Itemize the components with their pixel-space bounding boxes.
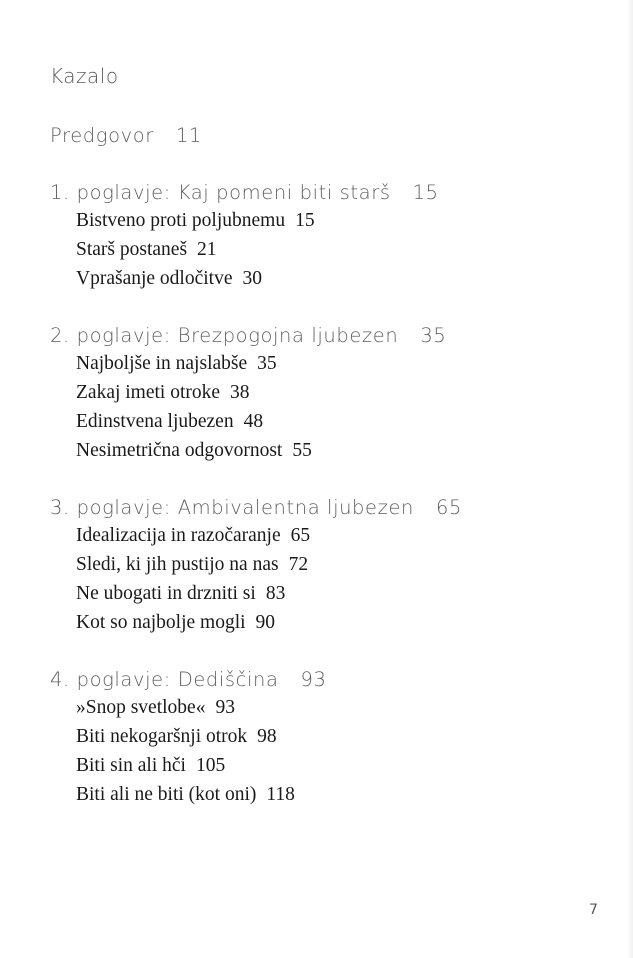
toc-entry[interactable]	[76, 554, 308, 576]
entry-label: Biti ali ne biti (kot oni)	[76, 784, 257, 805]
entry-page: 35	[257, 353, 277, 374]
entry-label: Bistveno proti poljubnemu	[76, 210, 286, 231]
entry-label: Zakaj imeti otroke	[76, 382, 221, 403]
toc-entry[interactable]	[76, 583, 285, 605]
entry-label: Biti sin ali hči	[76, 755, 186, 776]
chapter-1-heading[interactable]	[50, 181, 439, 204]
toc-preface[interactable]	[50, 124, 202, 147]
entry-label: Kot so najbolje mogli	[76, 612, 246, 633]
entry-label: Nesimetrična odgovornost	[76, 440, 283, 461]
entry-label: Sledi, ki jih pustijo na nas	[76, 554, 279, 575]
entry-page: 90	[255, 612, 276, 633]
preface-page: 11	[175, 124, 202, 147]
entry-page: 98	[257, 726, 277, 747]
entry-label: Edinstvena ljubezen	[76, 411, 234, 432]
chapter-label: 1. poglavje: Kaj pomeni biti starš	[50, 181, 391, 204]
chapter-page: 65	[436, 496, 463, 519]
page-edge	[627, 0, 633, 958]
toc-entry[interactable]	[76, 755, 225, 777]
preface-label: Predgovor	[50, 124, 154, 147]
entry-page: 93	[215, 697, 235, 718]
chapter-page: 93	[300, 668, 327, 691]
chapter-page: 35	[420, 324, 447, 347]
toc-entry[interactable]	[76, 268, 262, 290]
chapter-label: 3. poglavje: Ambivalentna ljubezen	[50, 496, 415, 519]
entry-label: Vprašanje odločitve	[76, 268, 233, 289]
entry-page: 83	[265, 583, 286, 604]
chapter-3-heading[interactable]	[50, 496, 462, 519]
chapter-label: 4. poglavje: Dediščina	[50, 668, 279, 691]
toc-entry[interactable]	[76, 440, 312, 462]
entry-page: 38	[230, 382, 250, 403]
entry-page: 118	[266, 784, 295, 805]
entry-page: 55	[292, 440, 312, 461]
entry-label: »Snop svetlobe«	[76, 697, 206, 718]
toc-title: Kazalo	[50, 64, 119, 88]
chapter-2-heading[interactable]	[50, 324, 446, 347]
chapter-label: 2. poglavje: Brezpogojna ljubezen	[50, 324, 399, 347]
entry-label: Ne ubogati in drzniti si	[76, 583, 256, 604]
toc-entry[interactable]	[76, 784, 295, 806]
toc-entry[interactable]	[76, 210, 315, 232]
entry-label: Idealizacija in razočaranje	[76, 525, 281, 546]
entry-page: 105	[195, 755, 226, 776]
toc-entry[interactable]	[76, 382, 250, 404]
entry-page: 30	[242, 268, 262, 289]
toc-entry[interactable]	[76, 525, 310, 547]
toc-entry[interactable]	[76, 726, 277, 748]
entry-page: 72	[288, 554, 309, 575]
toc-entry[interactable]	[76, 239, 217, 261]
entry-page: 21	[197, 239, 217, 260]
entry-page: 65	[290, 525, 311, 546]
entry-page: 48	[243, 411, 264, 432]
entry-label: Starš postaneš	[76, 239, 188, 260]
chapter-4-heading[interactable]	[50, 668, 327, 691]
toc-entry[interactable]	[76, 612, 275, 634]
entry-label: Najboljše in najslabše	[76, 353, 248, 374]
toc-entry[interactable]	[76, 353, 277, 375]
entry-page: 15	[295, 210, 315, 231]
chapter-page: 15	[412, 181, 439, 204]
toc-entry[interactable]	[76, 697, 235, 719]
toc-entry[interactable]	[76, 411, 263, 433]
entry-label: Biti nekogaršnji otrok	[76, 726, 248, 747]
page-number: 7	[589, 902, 598, 918]
